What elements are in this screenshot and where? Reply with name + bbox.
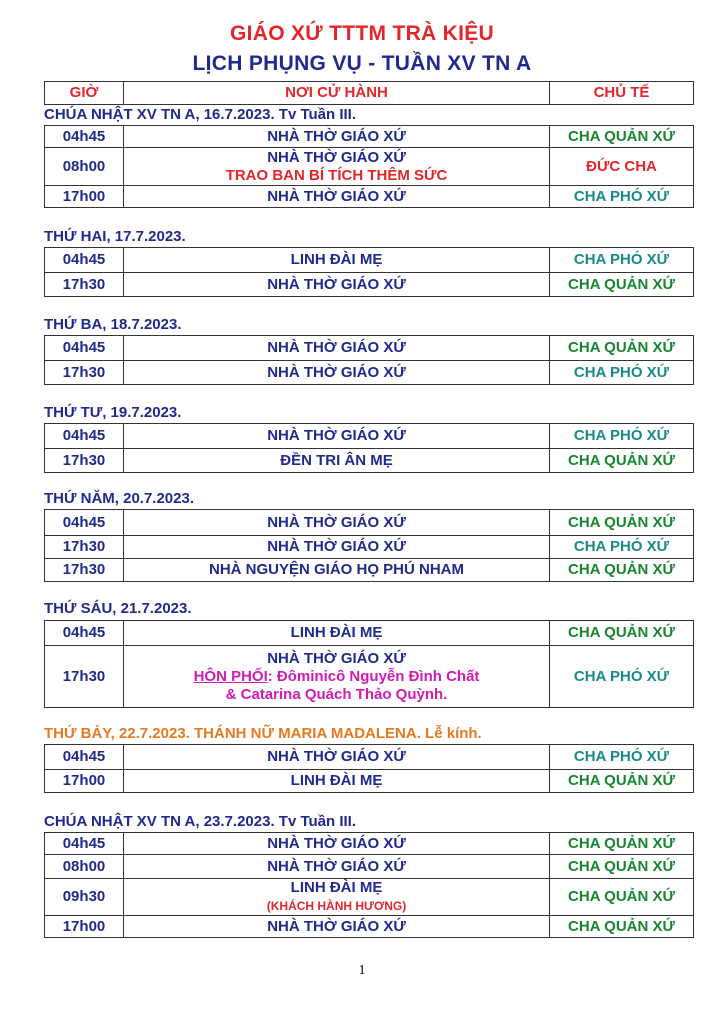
- time-cell: 17h00: [45, 770, 124, 793]
- celebrant-cell: CHA QUẢN XỨ: [550, 916, 694, 938]
- place-cell: NHÀ THỜ GIÁO XỨ: [124, 126, 550, 148]
- celebrant-cell: CHA QUẢN XỨ: [550, 833, 694, 855]
- time-cell: 17h30: [45, 559, 124, 582]
- table-row: [45, 248, 694, 273]
- table-row: [45, 559, 694, 582]
- place-note: (KHÁCH HÀNH HƯƠNG): [266, 899, 407, 913]
- wedding-line: [124, 668, 549, 686]
- celebrant-cell: CHA QUẢN XỨ: [550, 510, 694, 536]
- celebrant-cell: CHA PHÓ XỨ: [550, 186, 694, 208]
- place-text: NHÀ THỜ GIÁO XỨ: [267, 649, 406, 667]
- place-text: NHÀ THỜ GIÁO XỨ: [267, 148, 406, 166]
- wedding-groom: : Đôminicô Nguyễn Đình Chất: [267, 667, 480, 685]
- time-cell: 17h30: [45, 449, 124, 473]
- celebrant-cell: CHA QUẢN XỨ: [550, 770, 694, 793]
- place-cell: NHÀ THỜ GIÁO XỨ: [124, 833, 550, 855]
- table-row: [45, 646, 694, 708]
- table-row: [45, 536, 694, 559]
- time-cell: 17h00: [45, 186, 124, 208]
- place-cell: NHÀ THỜ GIÁO XỨ: [124, 273, 550, 297]
- day-header: CHÚA NHẬT XV TN A, 16.7.2023. Tv Tuần III.: [44, 106, 357, 123]
- day-header: CHÚA NHẬT XV TN A, 23.7.2023. Tv Tuần III.: [44, 813, 357, 830]
- table-row: [45, 424, 694, 449]
- place-cell: NHÀ THỜ GIÁO XỨ: [124, 745, 550, 770]
- day-header: THỨ BA, 18.7.2023.: [44, 316, 182, 333]
- celebrant-cell: CHA PHÓ XỨ: [550, 536, 694, 559]
- day-header: THỨ NĂM, 20.7.2023.: [44, 490, 194, 507]
- place-cell: NHÀ THỜ GIÁO XỨ: [124, 336, 550, 361]
- table-row: [45, 621, 694, 646]
- table-row: [45, 273, 694, 297]
- day-table: [44, 620, 694, 708]
- day-table: [44, 509, 694, 582]
- table-row: [45, 336, 694, 361]
- table-row: [45, 855, 694, 879]
- place-cell: NHÀ NGUYỆN GIÁO HỌ PHÚ NHAM: [124, 559, 550, 582]
- table-row: [45, 745, 694, 770]
- place-note: TRAO BAN BÍ TÍCH THÊM SỨC: [225, 166, 448, 184]
- place-cell: [124, 646, 550, 708]
- place-cell: LINH ĐÀI MẸ: [124, 248, 550, 273]
- header-place: NƠI CỬ HÀNH: [124, 82, 550, 105]
- day-table: [44, 125, 694, 208]
- page-number: 1: [358, 963, 366, 978]
- celebrant-cell: CHA QUẢN XỨ: [550, 621, 694, 646]
- table-row: [45, 510, 694, 536]
- wedding-bride: & Catarina Quách Thảo Quỳnh.: [225, 685, 448, 703]
- celebrant-cell: CHA QUẢN XỨ: [550, 559, 694, 582]
- celebrant-cell: CHA PHÓ XỨ: [550, 248, 694, 273]
- time-cell: 17h30: [45, 361, 124, 385]
- celebrant-cell: CHA QUẢN XỨ: [550, 273, 694, 297]
- table-row: [45, 361, 694, 385]
- time-cell: 08h00: [45, 148, 124, 186]
- celebrant-cell: CHA PHÓ XỨ: [550, 424, 694, 449]
- celebrant-cell: ĐỨC CHA: [550, 148, 694, 186]
- celebrant-cell: CHA PHÓ XỨ: [550, 646, 694, 708]
- celebrant-cell: CHA QUẢN XỨ: [550, 855, 694, 879]
- day-table: [44, 335, 694, 385]
- time-cell: 17h30: [45, 536, 124, 559]
- time-cell: 04h45: [45, 745, 124, 770]
- time-cell: 04h45: [45, 621, 124, 646]
- place-cell: NHÀ THỜ GIÁO XỨ: [124, 536, 550, 559]
- celebrant-cell: CHA PHÓ XỨ: [550, 361, 694, 385]
- celebrant-cell: CHA QUẢN XỨ: [550, 449, 694, 473]
- table-row: [45, 833, 694, 855]
- day-header: THỨ TƯ, 19.7.2023.: [44, 404, 182, 421]
- day-header: THỨ BẢY, 22.7.2023. THÁNH NỮ MARIA MADALENA. Lễ kính.: [44, 725, 482, 742]
- parish-title: GIÁO XỨ TTTM TRÀ KIỆU: [229, 22, 495, 45]
- table-row: [45, 879, 694, 916]
- table-row: [45, 186, 694, 208]
- place-cell: LINH ĐÀI MẸ: [124, 770, 550, 793]
- time-cell: 09h30: [45, 879, 124, 916]
- schedule-title: LỊCH PHỤNG VỤ - TUẦN XV TN A: [192, 52, 532, 75]
- place-cell: ĐỀN TRI ÂN MẸ: [124, 449, 550, 473]
- celebrant-cell: CHA QUẢN XỨ: [550, 336, 694, 361]
- table-row: [45, 126, 694, 148]
- day-header: THỨ SÁU, 21.7.2023.: [44, 600, 192, 617]
- table-row: [45, 770, 694, 793]
- place-cell: NHÀ THỜ GIÁO XỨ: [124, 855, 550, 879]
- celebrant-cell: CHA QUẢN XỨ: [550, 879, 694, 916]
- table-row: [45, 148, 694, 186]
- schedule-header-table: [44, 81, 694, 105]
- time-cell: 04h45: [45, 424, 124, 449]
- time-cell: 04h45: [45, 336, 124, 361]
- place-cell: [124, 879, 550, 916]
- time-cell: 04h45: [45, 510, 124, 536]
- place-cell: NHÀ THỜ GIÁO XỨ: [124, 186, 550, 208]
- day-table: [44, 744, 694, 793]
- table-row: [45, 449, 694, 473]
- time-cell: 17h30: [45, 646, 124, 708]
- celebrant-cell: CHA PHÓ XỨ: [550, 745, 694, 770]
- time-cell: 04h45: [45, 833, 124, 855]
- day-header: THỨ HAI, 17.7.2023.: [44, 228, 186, 245]
- time-cell: 08h00: [45, 855, 124, 879]
- celebrant-cell: CHA QUẢN XỨ: [550, 126, 694, 148]
- place-cell: NHÀ THỜ GIÁO XỨ: [124, 361, 550, 385]
- wedding-label: HÔN PHỐI: [193, 667, 268, 685]
- place-cell: [124, 148, 550, 186]
- day-table: [44, 247, 694, 297]
- place-cell: NHÀ THỜ GIÁO XỨ: [124, 916, 550, 938]
- place-cell: NHÀ THỜ GIÁO XỨ: [124, 510, 550, 536]
- time-cell: 17h30: [45, 273, 124, 297]
- table-row: [45, 916, 694, 938]
- header-celebrant: CHỦ TẾ: [550, 82, 694, 105]
- place-cell: LINH ĐÀI MẸ: [124, 621, 550, 646]
- place-text: LINH ĐÀI MẸ: [290, 879, 383, 896]
- day-table: [44, 423, 694, 473]
- time-cell: 17h00: [45, 916, 124, 938]
- time-cell: 04h45: [45, 126, 124, 148]
- header-time: GIỜ: [45, 82, 124, 105]
- day-table: [44, 832, 694, 938]
- time-cell: 04h45: [45, 248, 124, 273]
- place-cell: NHÀ THỜ GIÁO XỨ: [124, 424, 550, 449]
